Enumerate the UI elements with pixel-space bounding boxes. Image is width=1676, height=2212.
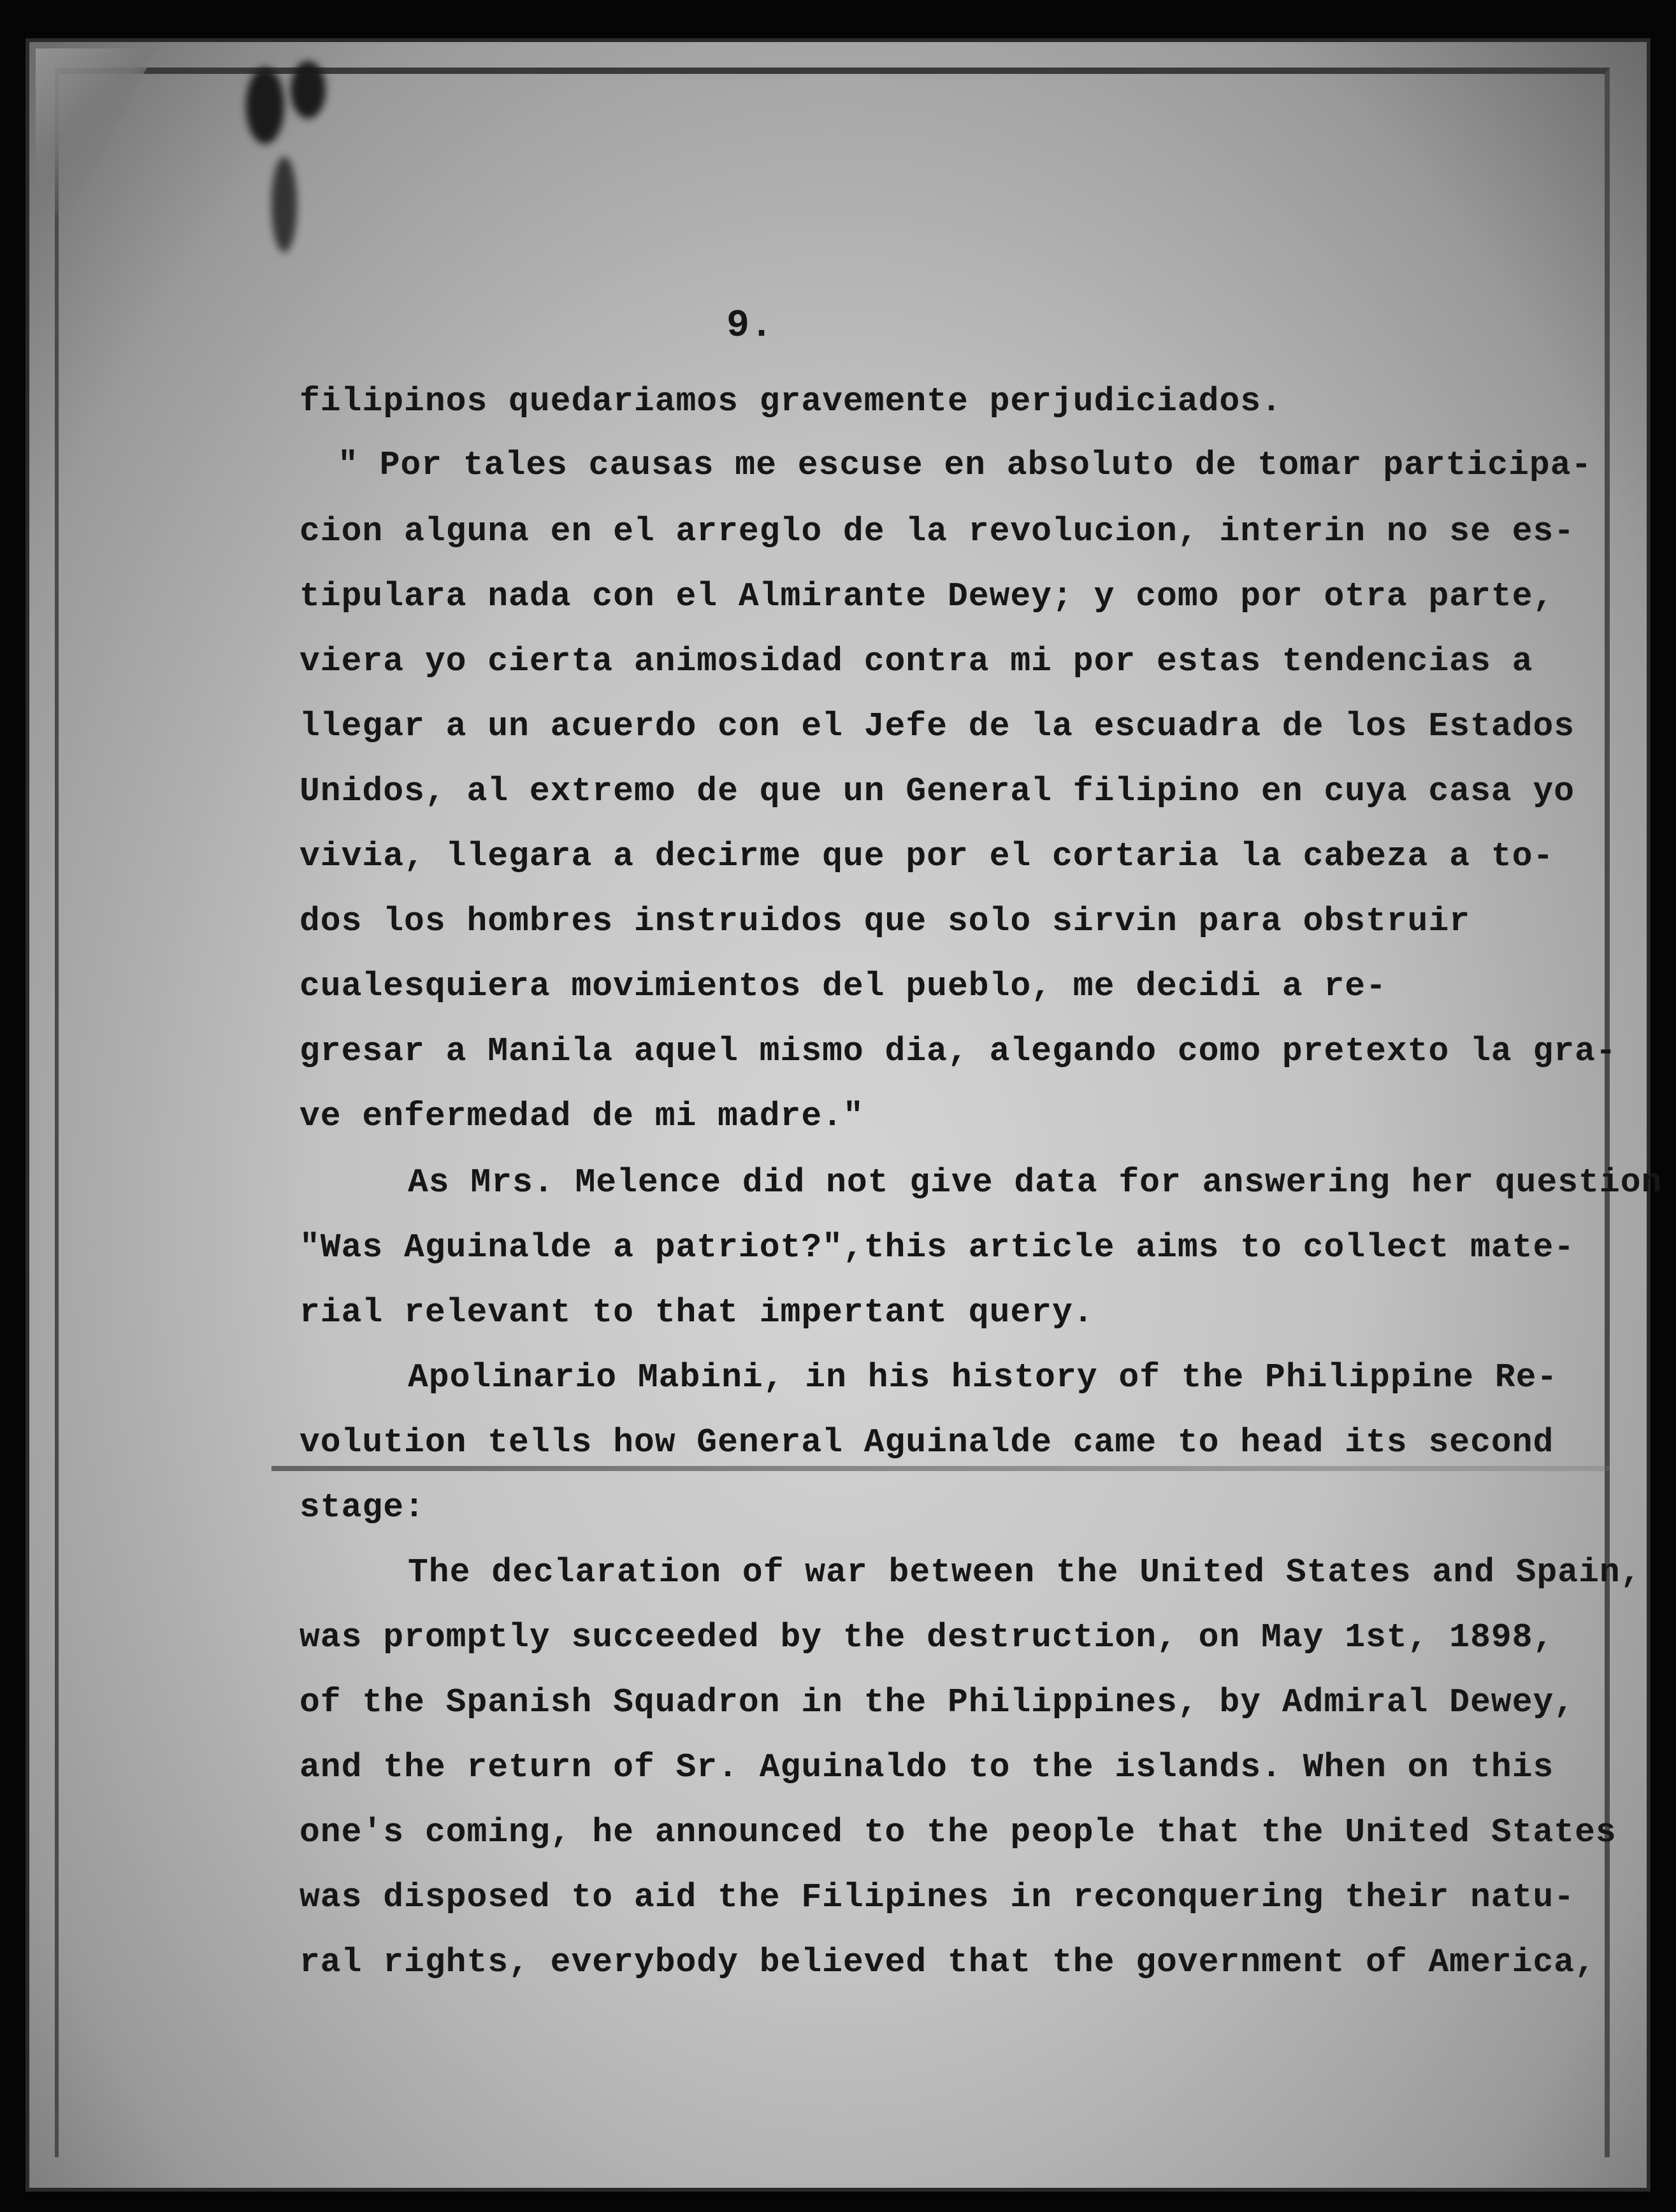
text-line: was promptly succeeded by the destruction, on May 1st, 1898, [300, 1618, 1554, 1656]
text-line: Apolinario Mabini, in his history of the Philippine Re- [408, 1358, 1558, 1397]
text-line: llegar a un acuerdo con el Jefe de la escuadra de los Estados [300, 707, 1575, 745]
text-line: cion alguna en el arreglo de la revolucion, interin no se es- [300, 512, 1575, 550]
text-line: one's coming, he announced to the people that the United States [300, 1813, 1617, 1851]
text-line: dos los hombres instruidos que solo sirvin para obstruir [300, 902, 1471, 940]
text-line: " Por tales causas me escuse en absoluto de tomar participa- [338, 446, 1593, 484]
text-line: As Mrs. Melence did not give data for answering her question [408, 1163, 1663, 1202]
ink-smudge [246, 68, 284, 144]
text-line: filipinos quedariamos gravemente perjudiciados. [300, 382, 1282, 420]
text-line: stage: [300, 1488, 425, 1526]
page-number: 9. [726, 305, 774, 348]
text-line: The declaration of war between the United States and Spain, [408, 1553, 1642, 1591]
text-line: "Was Aguinalde a patriot?",this article aims to collect mate- [300, 1228, 1575, 1267]
text-line: of the Spanish Squadron in the Philippines, by Admiral Dewey, [300, 1683, 1575, 1721]
text-line: ral rights, everybody believed that the government of America, [300, 1943, 1596, 1981]
text-line: ve enfermedad de mi madre." [300, 1097, 864, 1135]
fold-crease [271, 1466, 1610, 1471]
text-line: vivia, llegara a decirme que por el cortaria la cabeza a to- [300, 837, 1554, 875]
text-line: gresar a Manila aquel mismo dia, alegando como pretexto la gra- [300, 1032, 1617, 1070]
text-line: and the return of Sr. Aguinaldo to the islands. When on this [300, 1748, 1554, 1786]
text-line: viera yo cierta animosidad contra mi por estas tendencias a [300, 642, 1533, 680]
text-line: cualesquiera movimientos del pueblo, me decidi a re- [300, 967, 1387, 1005]
text-line: Unidos, al extremo de que un General filipino en cuya casa yo [300, 772, 1575, 810]
text-line: was disposed to aid the Filipines in reconquering their natu- [300, 1878, 1575, 1916]
ink-smudge [271, 157, 297, 252]
text-line: rial relevant to that impertant query. [300, 1293, 1094, 1332]
text-line: volution tells how General Aguinalde came to head its second [300, 1423, 1554, 1462]
text-line: tipulara nada con el Almirante Dewey; y como por otra parte, [300, 577, 1554, 615]
ink-smudge [291, 61, 326, 118]
